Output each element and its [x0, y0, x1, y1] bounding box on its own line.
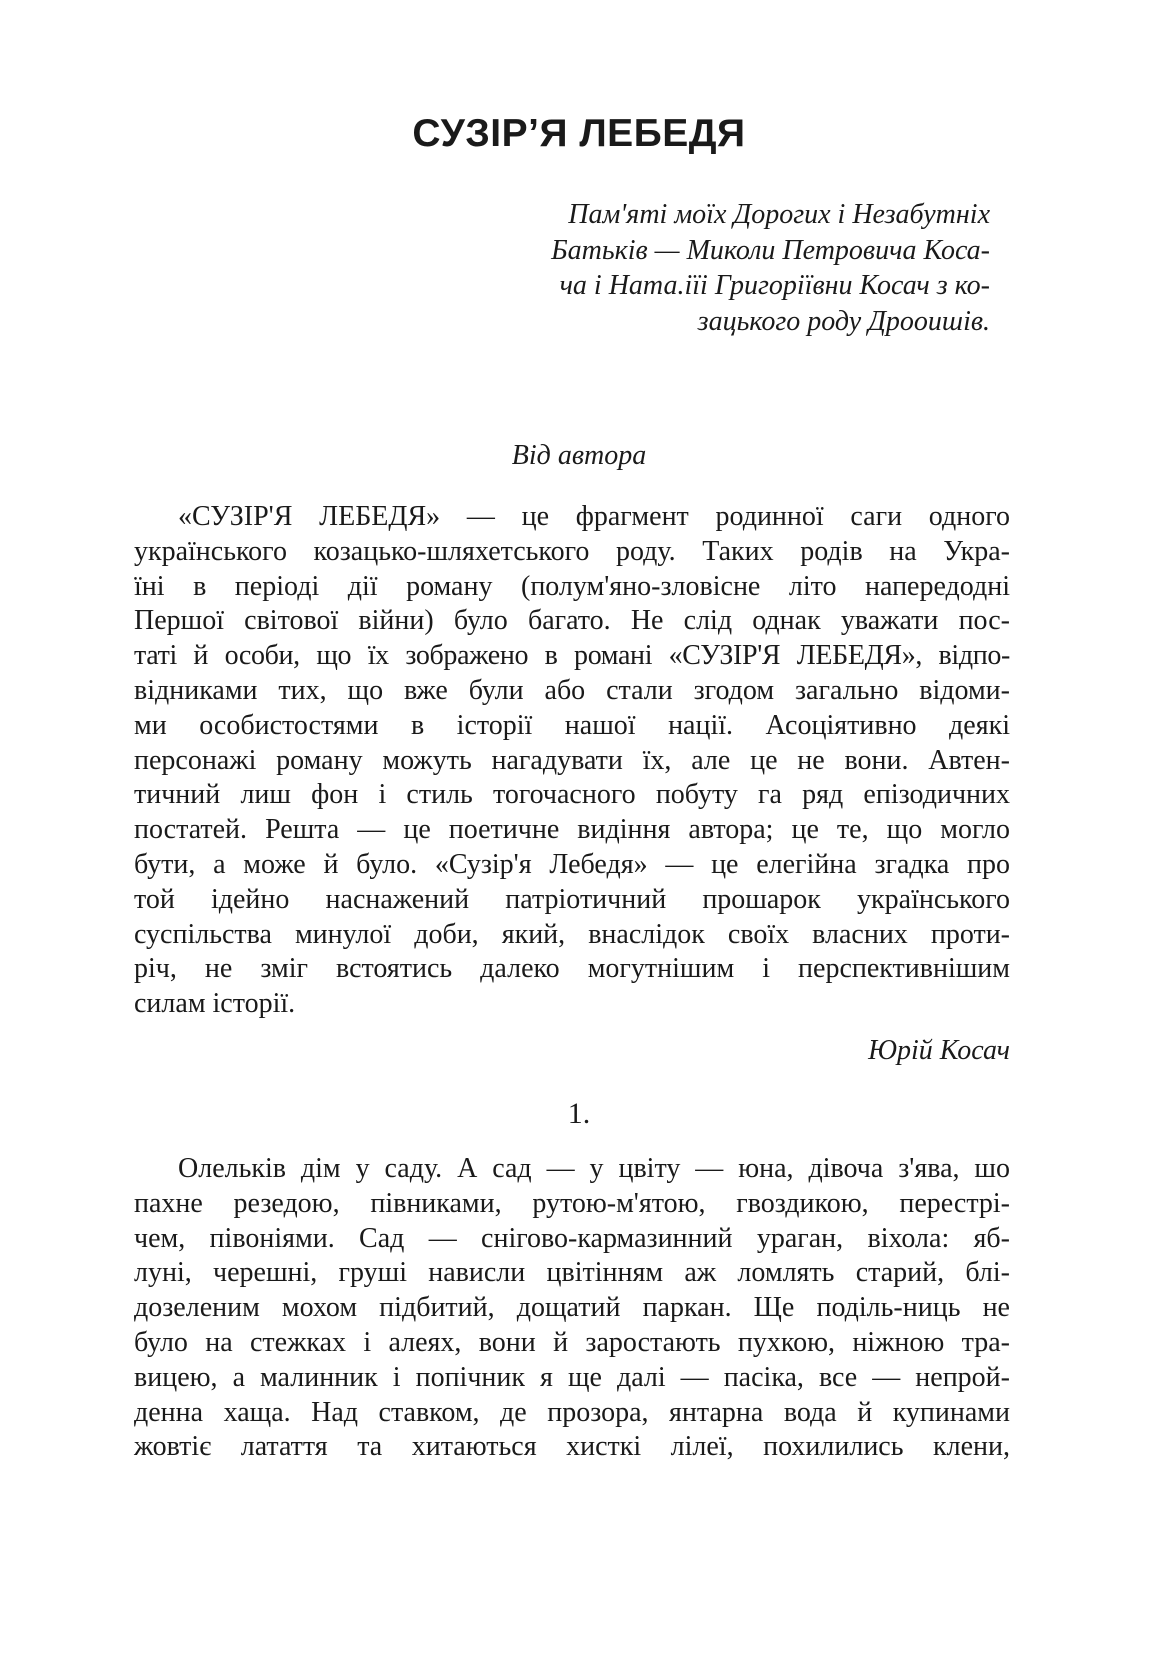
author-signature: Юрій Косач	[868, 1035, 1010, 1066]
chapter-line: Олельків дім у саду. А сад — у цвіту — юна, дівоча з'ява, шо	[178, 1153, 1010, 1184]
dedication-line: зацького роду Дрооишів.	[697, 305, 990, 337]
foreword-line: річ, не зміг встоятись далеко могутнішим і перспективнішим	[134, 953, 1010, 985]
foreword-line: постатей. Решта — це поетичне видіння автора; це те, що могло	[134, 814, 1010, 846]
foreword-line: їні в періоді дії роману (полум'яно-зловісне літо напередодні	[134, 570, 1010, 602]
chapter-line: вицею, а малинник і попічник я ще далі — пасіка, все — непрой-	[134, 1361, 1010, 1393]
foreword-line: «СУЗІР'Я ЛЕБЕДЯ» — це фрагмент родинної саги одного	[178, 501, 1010, 532]
foreword-line: силам історії.	[134, 988, 296, 1020]
foreword-line: тичний лиш фон і стиль тогочасного побуту га ряд епізодичних	[134, 779, 1010, 811]
page-title: СУЗІР’Я ЛЕБЕДЯ	[412, 112, 746, 155]
chapter-line: пахне резедою, півниками, рутою-м'ятою, гвоздикою, перестрі-	[134, 1187, 1010, 1219]
foreword-line: бути, а може й було. «Сузір'я Лебедя» — це елегійна згадка про	[134, 848, 1010, 880]
dedication-epigraph	[490, 197, 990, 339]
foreword-paragraph	[134, 500, 1010, 1022]
chapter-line: чем, півоніями. Сад — снігово-кармазинний ураган, віхола: яб-	[134, 1222, 1010, 1254]
chapter-number: 1.	[567, 1097, 591, 1130]
chapter-line: луні, черешні, груші нависли цвітінням аж ломлять старий, блі-	[134, 1257, 1010, 1289]
foreword-line: той ідейно наснажений патріотичний прошарок українського	[134, 883, 1010, 915]
chapter-line: жовтіє латаття та хитаються хисткі лілеї, похилились клени,	[134, 1431, 1010, 1463]
foreword-line: суспільства минулої доби, який, внаслідок своїх власних проти-	[134, 918, 1010, 950]
chapter-line: дозеленим мохом підбитий, дощатий паркан. Ще поділь-ниць не	[134, 1292, 1010, 1324]
chapter-line: денна хаща. Над ставком, де прозора, янтарна вода й купинами	[134, 1396, 1010, 1428]
foreword-line: таті й особи, що їх зображено в романі «СУЗІР'Я ЛЕБЕДЯ», відпо-	[134, 640, 1010, 672]
chapter-paragraph	[134, 1152, 1010, 1465]
foreword-line: персонажі роману можуть нагадувати їх, але це не вони. Автен-	[134, 744, 1010, 776]
foreword-heading: Від автора	[511, 440, 647, 471]
dedication-line: Батьків — Миколи Петровича Коса-	[551, 234, 990, 266]
dedication-line: Пам'яті моїх Дорогих і Незабутніх	[568, 199, 990, 230]
foreword-line: ми особистостями в історії нашої нації. Асоціятивно деякі	[134, 709, 1010, 741]
dedication-line: ча і Ната.іїі Григоріївни Косач з ко-	[559, 270, 990, 301]
foreword-line: відниками тих, що вже були або стали згодом загально відоми-	[134, 674, 1010, 706]
chapter-line: було на стежках і алеях, вони й заростають пухкою, ніжною тра-	[134, 1326, 1010, 1358]
foreword-line: Першої світової війни) було багато. Не слід однак уважати пос-	[134, 605, 1010, 637]
foreword-line: українського козацько-шляхетського роду. Таких родів на Укра-	[134, 535, 1010, 567]
